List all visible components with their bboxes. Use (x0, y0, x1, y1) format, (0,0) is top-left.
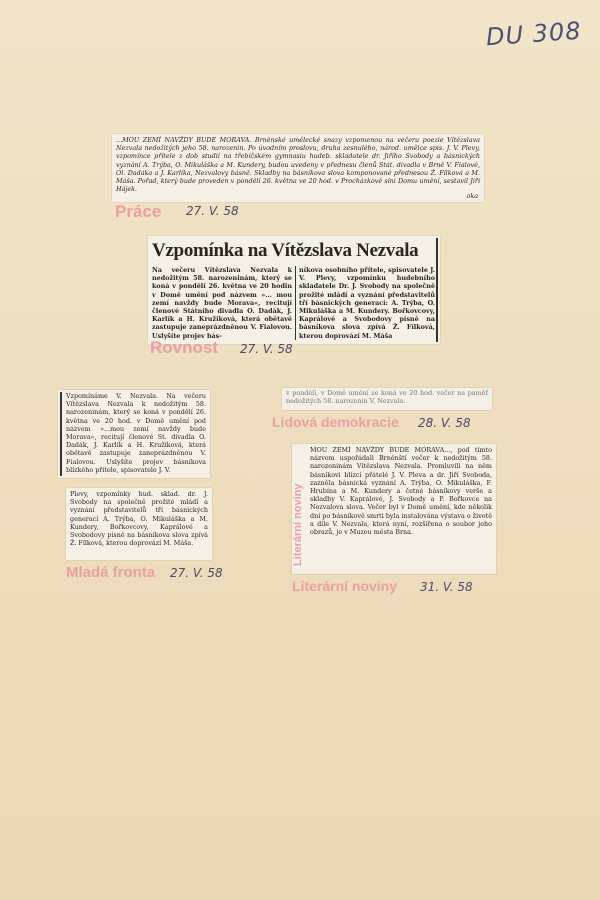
clipping-lidova-fragment: v pondělí, v Domě umění se koná ve 20 hod. večer na paměť nedožitých 58. narozenin V. Nezvala. (286, 389, 488, 406)
clipping-prace-sign: oka (466, 191, 478, 200)
date-handwritten-rovnost: 27. V. 58 (240, 342, 293, 356)
source-stamp-literarni-noviny: Literární noviny (292, 578, 398, 594)
date-handwritten-lidova: 28. V. 58 (418, 416, 471, 430)
source-stamp-prace: Práce (115, 202, 162, 221)
clipping-mlada-fronta-col-left: Vzpomínáme V. Nezvala. Na večeru Vítězslava Nezvala k nedožitým 58. narozeninám, který se koná v pondělí 26. května ve 20 hod. v Domě umění pod názvem »...mou zemí navždy bude Morava«, recitují členové St. divadla O. Dadák, J. Karlík a H. Kružíková, která obětavě zastupuje zaneprázdněnou V. Fialovou. Uslyšíte projev básníkova blízkého přítele, spisovatele J. V. (66, 392, 206, 474)
clipping-rovnost-col-left: Na večeru Vítězslava Nezvala k nedožitým 58. narozeninám, který se koná v pondělí 26. května ve 20 hodin v Domě umění pod názvem »... mou zemí navždy bude Morava«, recitují členové Státního divadla O. Dadák, J. Karlík a H. Kružíková, která obětavě zastupuje zaneprázdněnou V. Fialovou. Uslyšíte projev bás- (152, 266, 292, 340)
date-handwritten-prace: 27. V. 58 (186, 204, 239, 218)
clipping-rovnost-col-right: níkova osobního přítele, spisovatele J. V. Plevy, vzpomínku hudebního skladatele Dr. J. Svobody na společně prožité mládí a vyznání představitelů tří básnických generací: A. Trýba, O. Mikuláška a M. Kundery. Bořkovcovy, Kaprálové a Svobodovy písně na básníkova slova zpívá Ž. Fílková, kterou doprovází M. Máša (299, 266, 435, 340)
clipping-mlada-fronta-rule (60, 392, 62, 476)
clipping-prace (112, 134, 484, 202)
column-divider (295, 266, 296, 340)
clipping-rovnost (148, 236, 440, 344)
clipping-prace-text: ...MOU ZEMÍ NAVŽDY BUDE MORAVA. Brněnské umělecké snazy vzpomenou na večeru poezie Vítězslava Nezvala nedožitých jeho 58. narozenin. Po úvodním proslovu, druha zesnulého, národ. umělce spis. J. V. Plevy, vzpomínce přítele z dob studií na třebíčském gymnasiu hudeb. skladatele dr. Jiřího Svobody a básnických vyznání A. Trýba, O. Mikuláška a M. Kundery, budou uvedeny v přednesu členů Stát. divadla v Brně V. Fialové, Ol. Dadáka a J. Karlíka, Nezvalovy básně. Skladby na básníkova slova komponované přednesou Ž. Fílková a M. Máša. Pořad, který bude proveden v pondělí 26. května ve 20 hod. v Procházkově síni Domu umění, sestavil Jiří Hájek. (116, 136, 480, 194)
clipping-mlada-fronta-bottom (66, 488, 212, 560)
date-handwritten-mlada-fronta: 27. V. 58 (170, 566, 223, 580)
clipping-rovnost-title: Vzpomínka na Vítězslava Nezvala (152, 240, 419, 261)
archive-id-handwritten: DU 308 (485, 16, 583, 52)
source-stamp-lidova-demokracie: Lidová demokracie (272, 414, 399, 430)
source-stamp-literarni-vertical: Literární noviny (292, 483, 304, 566)
clipping-lidova-demokracie (282, 388, 492, 410)
clipping-mlada-fronta-col-right: Plevy, vzpomínky hud. sklad. dr. J. Svobody na společně prožité mládí a vyznání představitelů tří básnických generací A. Trýba, O. Mikuláška a M. Kundery, Bořkovcovy, Kaprálové a Svobodovy písně na básníkova slova zpívá Ž. Fílková, kterou doprovází M. Máša. (70, 490, 208, 548)
source-stamp-mlada-fronta: Mladá fronta (66, 564, 156, 581)
date-handwritten-literarni: 31. V. 58 (420, 580, 473, 594)
clipping-literarni-noviny (292, 444, 496, 574)
clipping-literarni-text: MOU ZEMÍ NAVŽDY BUDE MORAVA..., pod tímto názvem uspořádali Brněnští večer k nedožitým 58. narozeninám Vítězslava Nezvala. Promluvili na něm básníkovi blízcí přátelé J. V. Pleva a dr. Jiří Svoboda, zazněla básnická vyznání A. Trýba, O. Mikuláška, F. Hrubína a M. Kundery a četné básníkovy verše a skladby V. Kaprálové, J. Svobody a P. Bořkovce na Nezvalova slova. Večer byl v Domě umění, kde několik dní po básníkově smrti byla instalována výstava o životě a díle V. Nezvala, která nyní, rozšířena o soubor jeho obrazů, je v Muzeu města Brna. (310, 446, 492, 537)
clipping-rovnost-rule (436, 238, 438, 342)
source-stamp-rovnost: Rovnost (150, 338, 218, 357)
clipping-mlada-fronta-top (58, 390, 210, 478)
